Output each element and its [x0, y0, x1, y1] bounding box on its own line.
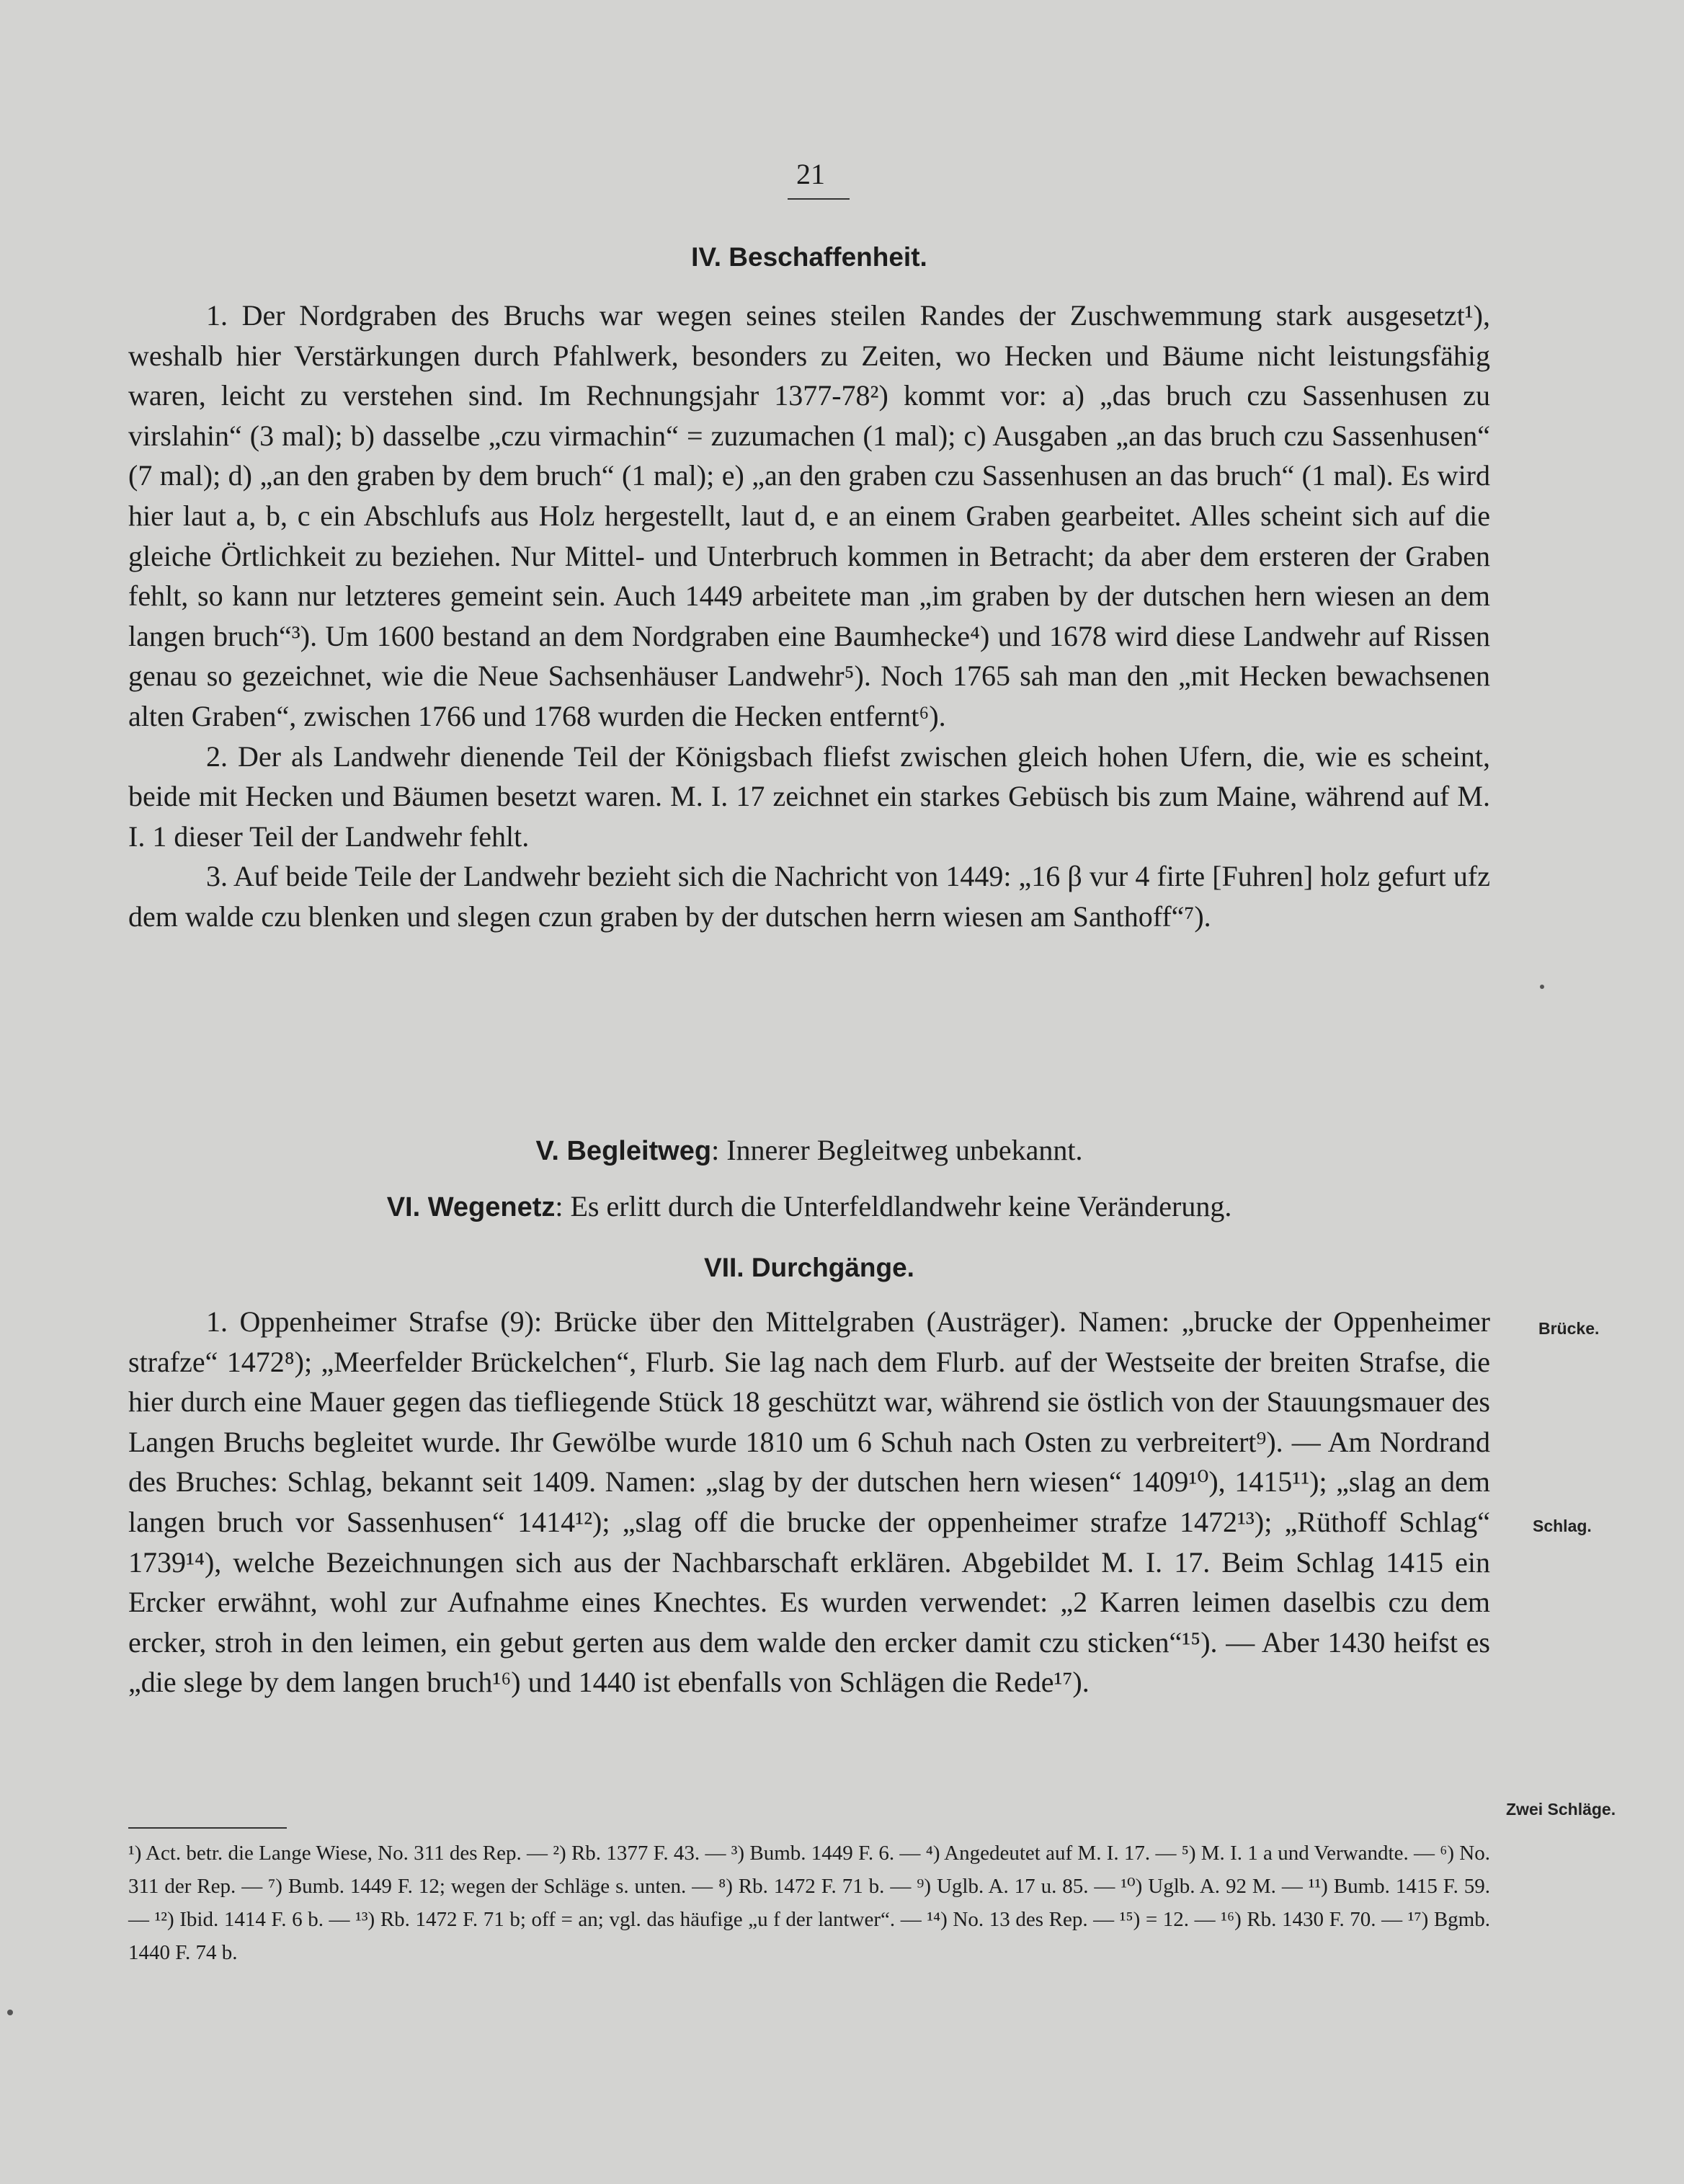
- section-5-text: Innerer Begleitweg unbekannt.: [726, 1134, 1083, 1166]
- footnote-rule: [128, 1827, 287, 1829]
- section-5: V. Begleitweg: Innerer Begleitweg unbekannt.: [535, 1134, 1083, 1166]
- footnote-text: ¹) Act. betr. die Lange Wiese, No. 311 des Rep. — ²) Rb. 1377 F. 43. — ³) Bumb. 1449 F. 6. — ⁴) Angedeutet auf M. I. 17. — ⁵) M. I. 1 a und Verwandte. — ⁶) No. 311 der Rep. — ⁷) Bumb. 1449 F. 12; wegen der Schläge s. unten. — ⁸) Rb. 1472 F. 71 b. — ⁹) Uglb. A. 17 u. 85. — ¹⁰) Uglb. A. 92 M. — ¹¹) Bumb. 1415 F. 59. — ¹²) Ibid. 1414 F. 6 b. — ¹³) Rb. 1472 F. 71 b; off = an; vgl. das häufige „u f der lantwer“. — ¹⁴) No. 13 des Rep. — ¹⁵) = 12. — ¹⁶) Rb. 1430 F. 70. — ¹⁷) Bgmb. 1440 F. 74 b.: [128, 1842, 1490, 1964]
- section-4-paragraph-2: 2. Der als Landwehr dienende Teil der Königsbach fliefst zwischen gleich hohen Ufern, die, wie es scheint, beide mit Hecken und Bäumen besetzt waren. M. I. 17 zeichnet ein starkes Gebüsch bis zum Maine, während auf M. I. 1 dieser Teil der Landwehr fehlt.: [128, 740, 1490, 853]
- margin-note-schlag: Schlag.: [1533, 1517, 1592, 1535]
- section-7-text: [128, 1302, 1490, 1703]
- section-7: [128, 1253, 1490, 1283]
- section-4-text: [128, 296, 1490, 937]
- section-7-paragraph-1: 1. Oppenheimer Strafse (9): Brücke über den Mittelgraben (Austräger). Namen: „brucke der Oppenheimer strafze“ 1472⁸); „Meerfelder Brückelchen“, Flurb. Sie lag nach dem Flurb. auf der Westseite der breiten Strafse, die hier durch eine Mauer gegen das tiefliegende Stück 18 geschützt war, während sie östlich von der Stauungsmauer des Langen Bruchs begleitet wurde. Ihr Gewölbe wurde 1810 um 6 Schuh nach Osten zu verbreitert⁹). — Am Nordrand des Bruches: Schlag, bekannt seit 1409. Namen: „slag by der dutschen hern wiesen“ 1409¹⁰), 1415¹¹); „slag an dem langen bruch vor Sassenhusen“ 1414¹²); „slag off die brucke der oppenheimer strafze 1472¹³); „Rüthoff Schlag“ 1739¹⁴), welche Bezeichnungen sich aus der Nachbarschaft erklären. Abgebildet M. I. 17. Beim Schlag 1415 ein Ercker erwähnt, wohl zur Aufnahme eines Knechtes. Es wurden verwendet: „2 Karren leimen daselbis czu dem ercker, stroh in den leimen, ein gebut gerten aus dem walde den ercker damit czu sticken“¹⁵). — Aber 1430 heifst es „die slege by dem langen bruch¹⁶) und 1440 ist ebenfalls von Schlägen die Rede¹⁷).: [128, 1305, 1490, 1699]
- section-6-text: Es erlitt durch die Unterfeldlandwehr keine Veränderung.: [570, 1190, 1232, 1222]
- page-number: 21: [796, 158, 825, 190]
- scan-speck: [7, 2010, 13, 2015]
- section-4: [128, 242, 1490, 272]
- margin-note-zwei-schlaege: Zwei Schläge.: [1506, 1800, 1616, 1819]
- footnotes: [128, 1837, 1490, 1969]
- page-number-rule: [788, 198, 850, 200]
- section-4-paragraph-1: 1. Der Nordgraben des Bruchs war wegen seines steilen Randes der Zuschwemmung stark ausgesetzt¹), weshalb hier Verstärkungen durch Pfahlwerk, besonders zu Zeiten, wo Hecken und Bäume nicht leistungsfähig waren, leicht zu verstehen sind. Im Rechnungsjahr 1377-78²) kommt vor: a) „das bruch czu Sassenhusen zu virslahin“ (3 mal); b) dasselbe „czu virmachin“ = zuzumachen (1 mal); c) Ausgaben „an das bruch czu Sassenhusen“ (7 mal); d) „an den graben by dem bruch“ (1 mal); e) „an den graben czu Sassenhusen an das bruch“ (1 mal). Es wird hier laut a, b, c ein Abschlufs aus Holz hergestellt, laut d, e an einem Graben gearbeitet. Alles scheint sich auf die gleiche Örtlichkeit zu beziehen. Nur Mittel- und Unterbruch kommen in Betracht; da aber dem ersteren der Graben fehlt, so kann nur letzteres gemeint sein. Auch 1449 arbeitete man „im graben by der dutschen hern wiesen an dem langen bruch“³). Um 1600 bestand an dem Nordgraben eine Baumhecke⁴) und 1678 wird diese Landwehr auf Rissen genau so gezeichnet, wie die Neue Sachsenhäuser Landwehr⁵). Noch 1765 sah man den „mit Hecken bewachsenen alten Graben“, zwischen 1766 und 1768 wurden die Hecken entfernt⁶).: [128, 299, 1490, 732]
- section-5-label: V. Begleitweg: [535, 1136, 712, 1166]
- section-4-heading: IV. Beschaffenheit.: [691, 242, 927, 272]
- scan-speck: [1540, 985, 1544, 989]
- margin-note-bruecke: Brücke.: [1538, 1319, 1600, 1338]
- section-4-paragraph-3: 3. Auf beide Teile der Landwehr bezieht sich die Nachricht von 1449: „16 β vur 4 firte [Fuhren] holz gefurt ufz dem walde czu blenken und slegen czun graben by der dutschen herrn wiesen am Santhoff“⁷).: [128, 860, 1490, 933]
- section-6-label: VI. Wegenetz: [386, 1192, 556, 1222]
- section-7-heading: VII. Durchgänge.: [704, 1253, 914, 1282]
- section-6: VI. Wegenetz: Es erlitt durch die Unterfeldlandwehr keine Veränderung.: [386, 1190, 1232, 1222]
